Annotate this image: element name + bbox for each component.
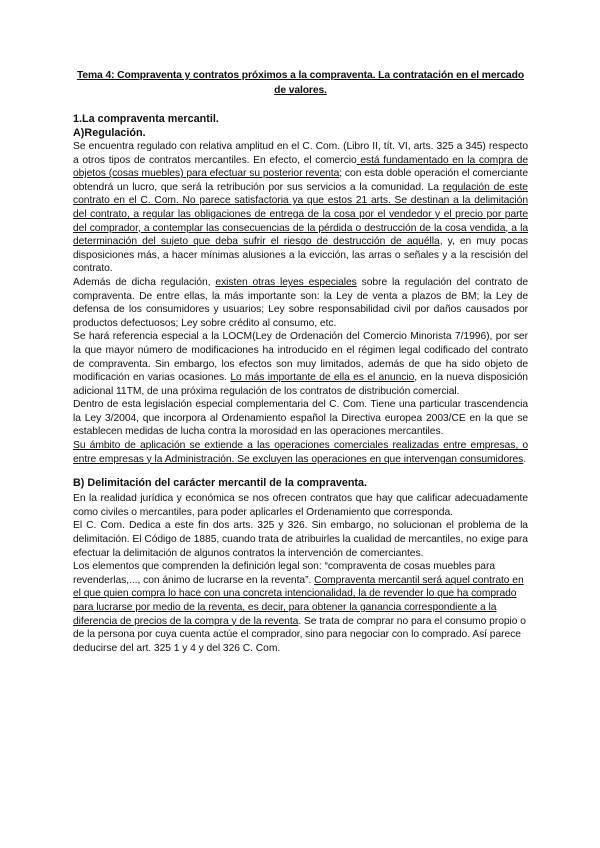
paragraph-ccom-articles: El C. Com. Dedica a este fin dos arts. 325 y 326. Sin embargo, no solucionan el problema de la delimitación. El Código de 1885, cuando trata de atribuirles la cualidad de mercantiles, no exige para efectuar la delimitación de algunos contratos la intervención de comerciantes. — [73, 520, 528, 559]
underlined-text: Lo más importante de ella es el anuncio — [230, 372, 415, 384]
paragraph-scope — [73, 439, 528, 466]
text: . Se trata de comprar no para el consumo propio o de la persona por cuya cuenta actúe el comprador, sino para negociar con lo comprado. Así parece deducirse del art. 325 1 y 4 y del 326 C. Com. — [73, 615, 526, 654]
section-a-heading: A)Regulación. — [73, 127, 146, 139]
paragraph-regulation — [73, 140, 528, 276]
text: Se hará referencia especial a la LOCM(Ley de Ordenación del Comercio Minorista 7/1996), por ser la que mayor número de modificaciones ha introducido en el régimen legal codificado del contrato de compraventa. Sin embargo, los efectos son muy limitados, además de que ha sido objeto de modificación en varias ocasiones. — [73, 331, 528, 384]
text: , en la nueva disposición adicional 11TM, de una próxima regulación de los contratos de distribución comercial. — [73, 372, 528, 397]
paragraph-qualification: En la realidad jurídica y económica se nos ofrecen contratos que hay que calificar adecuadamente como civiles o mercantiles, para poder aplicarles el Ordenamiento que corresponda. — [73, 493, 528, 518]
paragraph-legal-definition — [73, 560, 528, 655]
underlined-text: regulación de este contrato en el C. Com. No parece satisfactoria ya que estos 21 arts. Se destinan a la delimitación del contrato, a regular las obligaciones de entrega de la cosa por el vendedor y el precio por parte del comprador, a contemplar las consecuencias de la pérdida o destrucción de la cosa vendida, a la determinación del sujeto que deba sufrir el riesgo de destrucción de aquélla — [73, 181, 528, 248]
paragraph-locm — [73, 330, 528, 398]
underlined-text: está fundamentado en la compra de objetos (cosas muebles) para efectuar su posterior reventa — [73, 154, 529, 180]
text: Los elementos que comprenden la definición legal son: “compraventa de cosas muebles para revenderlas,..., con ánimo de lucrarse en la reventa”. — [73, 561, 496, 586]
text: . — [523, 453, 527, 465]
underlined-text: Su ámbito de aplicación se extiende a las operaciones comerciales realizadas entre empresas, o entre empresas y la Administración. Se excluyen las operaciones en que intervengan consumidores — [73, 440, 528, 465]
underlined-text: Compraventa mercantil será aquel contrato en el que quien compra lo hace con una concreta intencionalidad, la de revender lo que ha comprado para lucrarse por medio de la reventa, es decir, para obtener la ganancia correspondiente a la diferencia de precios de la compra y de la reventa — [73, 574, 524, 627]
document-page — [73, 68, 528, 655]
underlined-text: existen otras leyes especiales — [215, 276, 357, 288]
document-title: Tema 4: Compraventa y contratos próximos a la compraventa. La contratación en el mercado de valores. — [76, 70, 525, 96]
text: sobre la regulación del contrato de compraventa. De entre ellas, la más importante son: la Ley de venta a plazos de BM; la Ley de defensa de los consumidores y usuarios; Ley sobre responsabilidad civil por daños causados por productos defectuosos; Ley sobre crédito al consumo, etc. — [73, 276, 529, 329]
paragraph-special-laws — [73, 276, 528, 330]
text: Se encuentra regulado con relativa amplitud en el C. Com. (Libro II, tít. VI, arts. 325 a 345) respecto a otros tipos de contratos mercantiles. En efecto, el comercio — [73, 141, 528, 166]
section-b-heading: B) Delimitación del carácter mercantil de la compraventa. — [73, 477, 368, 490]
section-1-heading: 1.La compraventa mercantil. — [73, 113, 219, 125]
paragraph-law-3-2004: Dentro de esta legislación especial complementaria del C. Com. Tiene una particular trascendencia la Ley 3/2004, que incorpora al Ordenamiento español la Directiva europea 2003/CE en la que se establecen medidas de lucha contra la morosidad en las operaciones mercantiles. — [73, 399, 528, 438]
text: ; con esta doble operación el comerciante obtendrá un lucro, que será la retribución por sus servicios a la comunidad. La — [73, 168, 528, 193]
text: , y, en muy pocas disposiciones más, a hacer mínimas alusiones a la evicción, las arras o señales y a la rescisión del contrato. — [73, 236, 528, 275]
text: Además de dicha regulación, — [73, 276, 216, 288]
